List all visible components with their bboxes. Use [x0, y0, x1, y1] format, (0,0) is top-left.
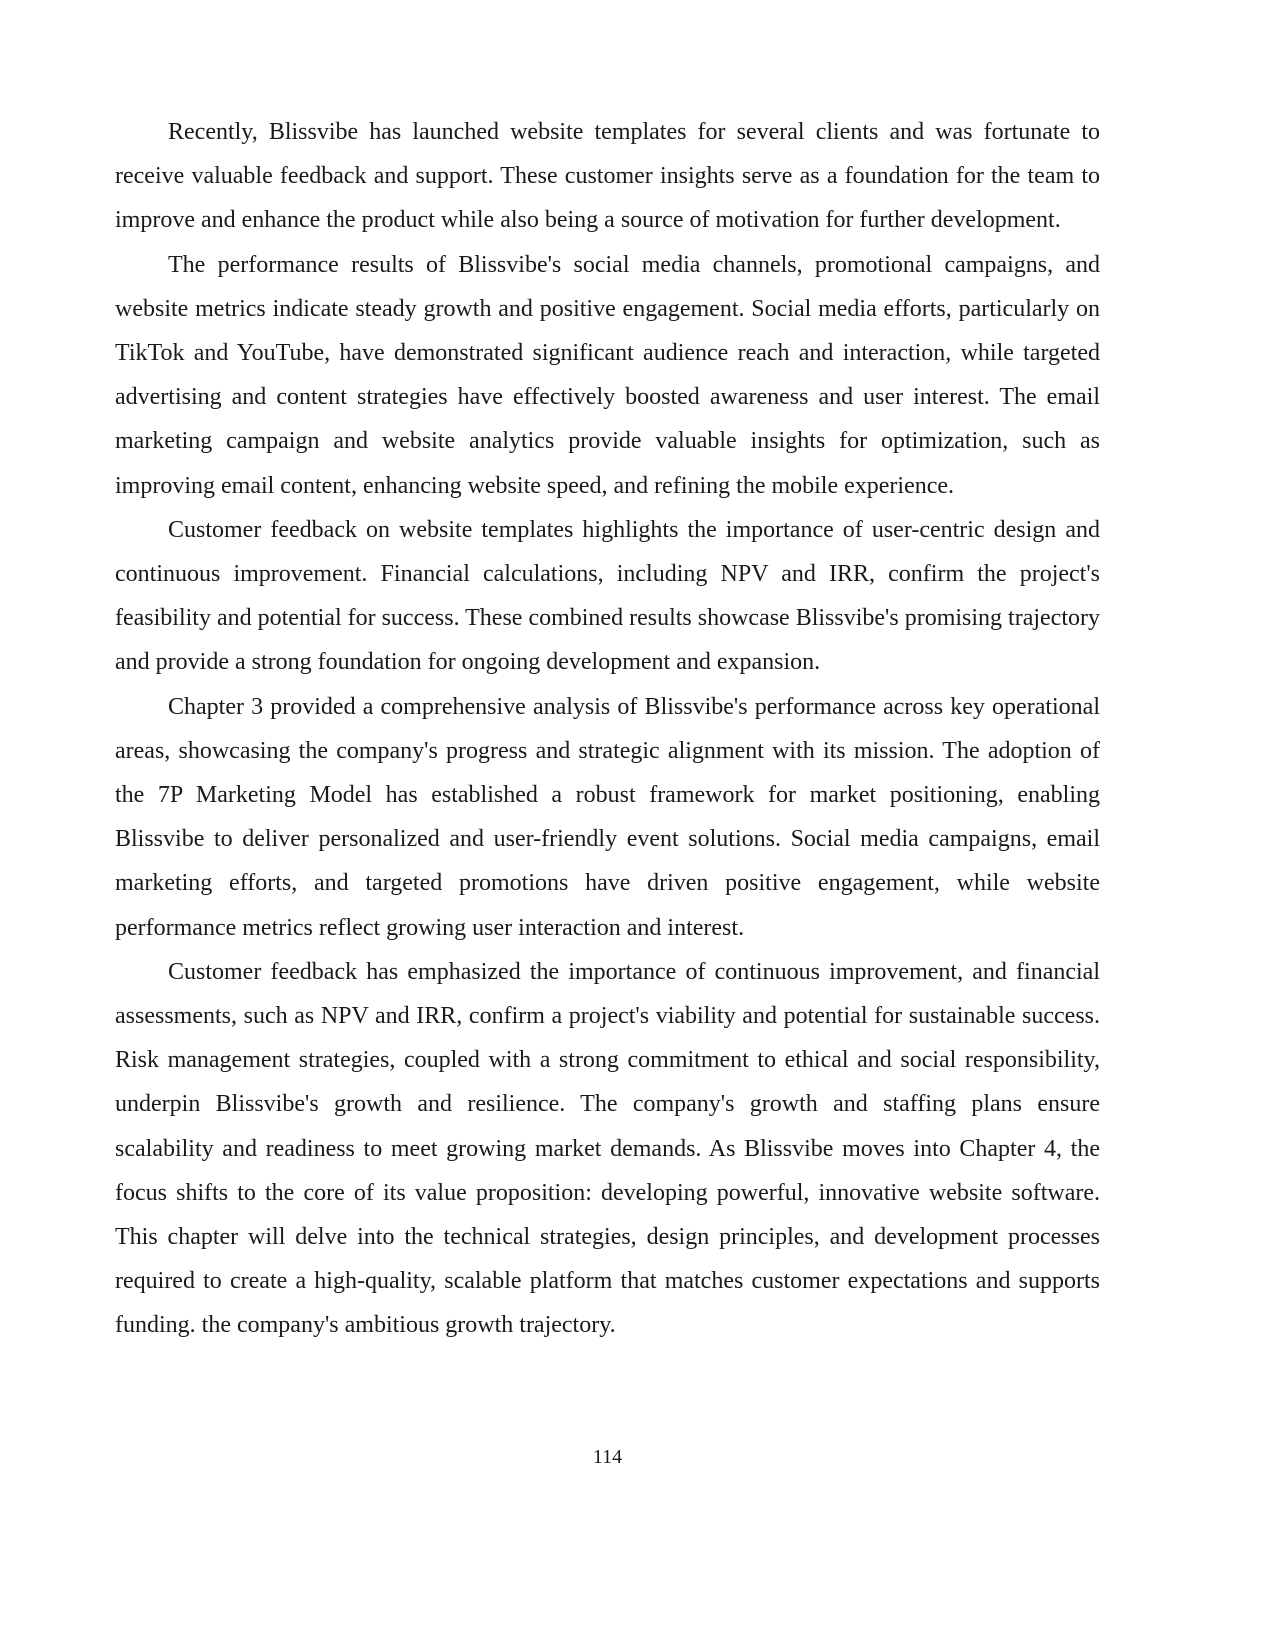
paragraph-5: Customer feedback has emphasized the importance of continuous improvement, and financial assessments, such as NPV and IRR, confirm a project's viability and potential for sustainable success. Risk management strategies, coupled with a strong commitment to ethical and social responsibility, underpin Blissvibe's growth and resilience. The company's growth and staffing plans ensure scalability and readiness to meet growing market demands. As Blissvibe moves into Chapter 4, the focus shifts to the core of its value proposition: developing powerful, innovative website software. This chapter will delve into the technical strategies, design principles, and development processes required to create a high-quality, scalable platform that matches customer expectations and supports funding. the company's ambitious growth trajectory. — [115, 958, 1100, 1339]
paragraph-1: Recently, Blissvibe has launched website templates for several clients and was fortunate to receive valuable feedback and support. These customer insights serve as a foundation for the team to improve and enhance the product while also being a source of motivation for further development. — [115, 119, 1100, 234]
page-number: 114 — [592, 1446, 623, 1468]
paragraph-2: The performance results of Blissvibe's social media channels, promotional campaigns, and website metrics indicate steady growth and positive engagement. Social media efforts, particularly on TikTok and YouTube, have demonstrated significant audience reach and interaction, while targeted advertising and content strategies have effectively boosted awareness and user interest. The email marketing campaign and website analytics provide valuable insights for optimization, such as improving email content, enhancing website speed, and refining the mobile experience. — [115, 251, 1100, 499]
paragraph-3: Customer feedback on website templates highlights the importance of user-centric design and continuous improvement. Financial calculations, including NPV and IRR, confirm the project's feasibility and potential for success. These combined results showcase Blissvibe's promising trajectory and provide a strong foundation for ongoing development and expansion. — [115, 516, 1100, 676]
paragraph-4: Chapter 3 provided a comprehensive analysis of Blissvibe's performance across key operational areas, showcasing the company's progress and strategic alignment with its mission. The adoption of the 7P Marketing Model has established a robust framework for market positioning, enabling Blissvibe to deliver personalized and user-friendly event solutions. Social media campaigns, email marketing efforts, and targeted promotions have driven positive engagement, while website performance metrics reflect growing user interaction and interest. — [115, 693, 1100, 941]
body-text — [115, 110, 1100, 1348]
